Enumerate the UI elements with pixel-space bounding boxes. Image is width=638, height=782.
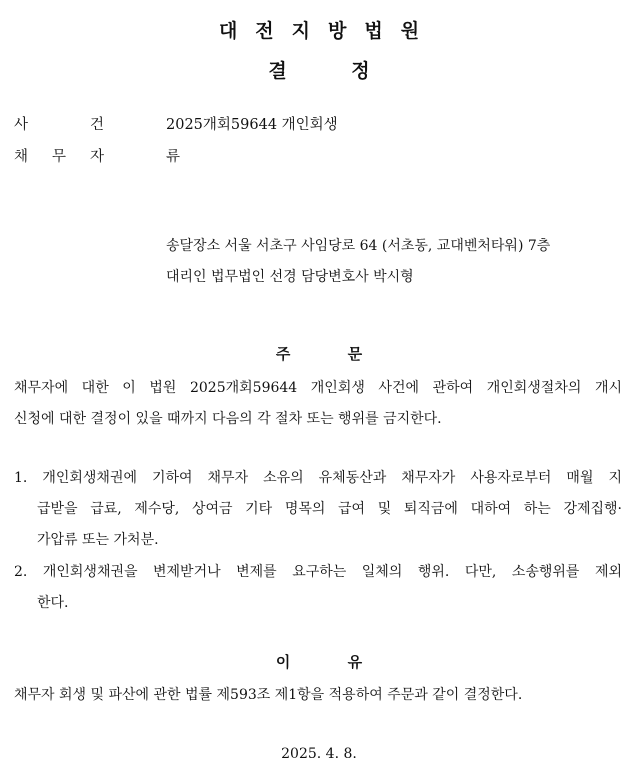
debtor-label-char: 채 [14, 149, 29, 165]
case-label [14, 113, 104, 134]
case-label-char: 건 [89, 117, 104, 133]
order-intro-line: 신청에 대한 결정이 있을 때까지 다음의 각 절차 또는 행위를 금지한다. [14, 411, 442, 427]
case-label-char: 사 [14, 117, 29, 133]
debtor-label-char: 무 [51, 149, 66, 165]
service-address: 송달장소 서울 서초구 사임당로 64 (서초동, 교대벤처타워) 7층 [166, 238, 551, 254]
legal-agent: 대리인 법무법인 선경 담당변호사 박시형 [166, 269, 414, 285]
debtor-label [14, 145, 104, 166]
debtor-name: 류 [166, 149, 181, 165]
order-item-1-line: 1. 개인회생채권에 기하여 채무자 소유의 유체동산과 채무자가 사용자로부터 매월 지 [14, 470, 622, 486]
debtor-label-char: 자 [89, 149, 104, 165]
order-item-1-line: 급받을 급료, 제수당, 상여금 기타 명목의 급여 및 퇴직금에 대하여 하는 강제집행· [37, 501, 622, 517]
court-name: 대전지방법원 [218, 20, 438, 42]
decision-date: 2025. 4. 8. [281, 746, 357, 762]
order-intro-line: 채무자에 대한 이 법원 2025개회59644 개인회생 사건에 관하여 개인회생절차의 개시 [14, 380, 622, 396]
order-heading: 주 문 [275, 345, 363, 363]
reason-text: 채무자 회생 및 파산에 관한 법률 제593조 제1항을 적용하여 주문과 같이 결정한다. [14, 687, 523, 703]
case-number: 2025개회59644 개인회생 [166, 117, 338, 133]
reason-heading: 이 유 [275, 653, 363, 671]
order-item-2-line: 2. 개인회생채권을 변제받거나 변제를 요구하는 일체의 행위. 다만, 소송행위를 제외 [14, 564, 622, 580]
order-item-2-line: 한다. [37, 595, 69, 611]
document-type: 결 정 [268, 60, 370, 82]
order-item-1-line: 가압류 또는 가처분. [37, 532, 159, 548]
